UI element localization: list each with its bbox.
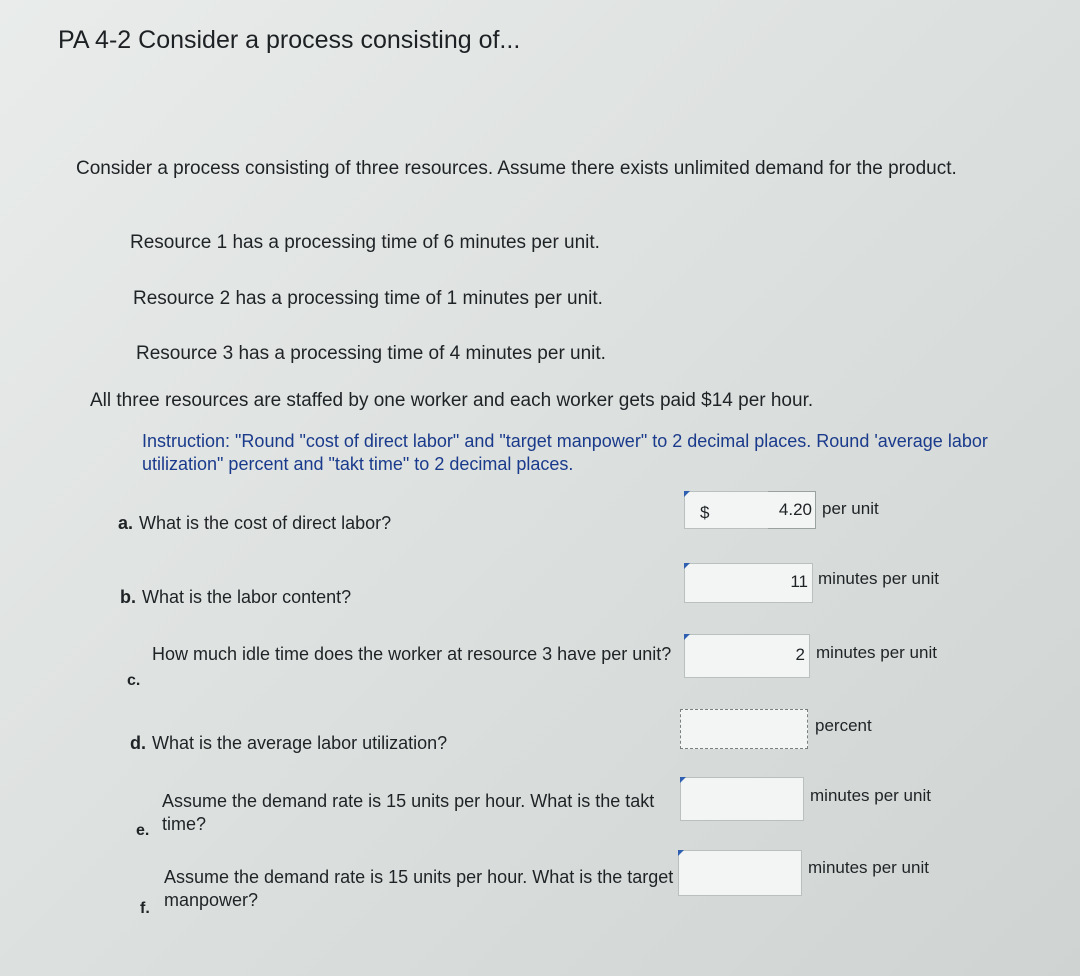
flag-icon bbox=[684, 491, 690, 497]
instruction-text: Instruction: "Round "cost of direct labor" and "target manpower" to 2 decimal places. Round 'average labor utilization" percent and "takt time" to 2 decimal places. bbox=[142, 431, 988, 474]
staffing-text: All three resources are staffed by one worker and each worker gets paid $14 per hour. bbox=[90, 390, 814, 411]
answer-f-unit: minutes per unit bbox=[808, 858, 929, 877]
answer-a-input[interactable]: 4.20 bbox=[768, 491, 816, 529]
question-letter: b. bbox=[120, 587, 136, 607]
answer-c-unit: minutes per unit bbox=[816, 643, 937, 662]
flag-icon bbox=[684, 634, 690, 640]
question-c-text: How much idle time does the worker at resource 3 have per unit? bbox=[152, 644, 672, 664]
question-f-text: Assume the demand rate is 15 units per hour. What is the target manpower? bbox=[164, 867, 674, 910]
answer-c-value: 2 bbox=[795, 645, 805, 664]
question-e-text: Assume the demand rate is 15 units per hour. What is the takt time? bbox=[162, 791, 655, 834]
question-c-letter: c. bbox=[127, 672, 141, 689]
question-d bbox=[130, 732, 447, 755]
page-title: PA 4-2 Consider a process consisting of... bbox=[58, 26, 521, 54]
dollar-sign: $ bbox=[700, 503, 710, 522]
answer-b-value: 11 bbox=[790, 572, 808, 591]
answer-d-input[interactable] bbox=[680, 709, 808, 749]
answer-f-input[interactable] bbox=[678, 850, 802, 896]
question-f-letter: f. bbox=[140, 900, 150, 917]
question-text: What is the labor content? bbox=[142, 587, 352, 607]
resource-3-text: Resource 3 has a processing time of 4 minutes per unit. bbox=[136, 343, 606, 364]
flag-icon bbox=[684, 563, 690, 569]
flag-icon bbox=[680, 777, 686, 783]
question-e-letter: e. bbox=[136, 822, 150, 839]
intro-text: Consider a process consisting of three resources. Assume there exists unlimited demand for the product. bbox=[76, 158, 957, 179]
question-b bbox=[120, 586, 351, 609]
answer-c-input[interactable] bbox=[684, 634, 810, 678]
answer-b-input[interactable] bbox=[684, 563, 813, 603]
resource-2-text: Resource 2 has a processing time of 1 minutes per unit. bbox=[133, 288, 603, 309]
question-letter: a. bbox=[118, 513, 134, 533]
flag-icon bbox=[678, 850, 684, 856]
answer-a-unit: per unit bbox=[822, 499, 879, 518]
question-letter: d. bbox=[130, 733, 146, 753]
resource-1-text: Resource 1 has a processing time of 6 minutes per unit. bbox=[130, 232, 600, 253]
answer-b-unit: minutes per unit bbox=[818, 569, 939, 588]
question-text: What is the average labor utilization? bbox=[152, 733, 448, 753]
answer-e-input[interactable] bbox=[680, 777, 804, 821]
question-a bbox=[118, 512, 391, 535]
answer-d-unit: percent bbox=[815, 716, 872, 735]
answer-e-unit: minutes per unit bbox=[810, 786, 931, 805]
question-text: What is the cost of direct labor? bbox=[139, 513, 392, 533]
